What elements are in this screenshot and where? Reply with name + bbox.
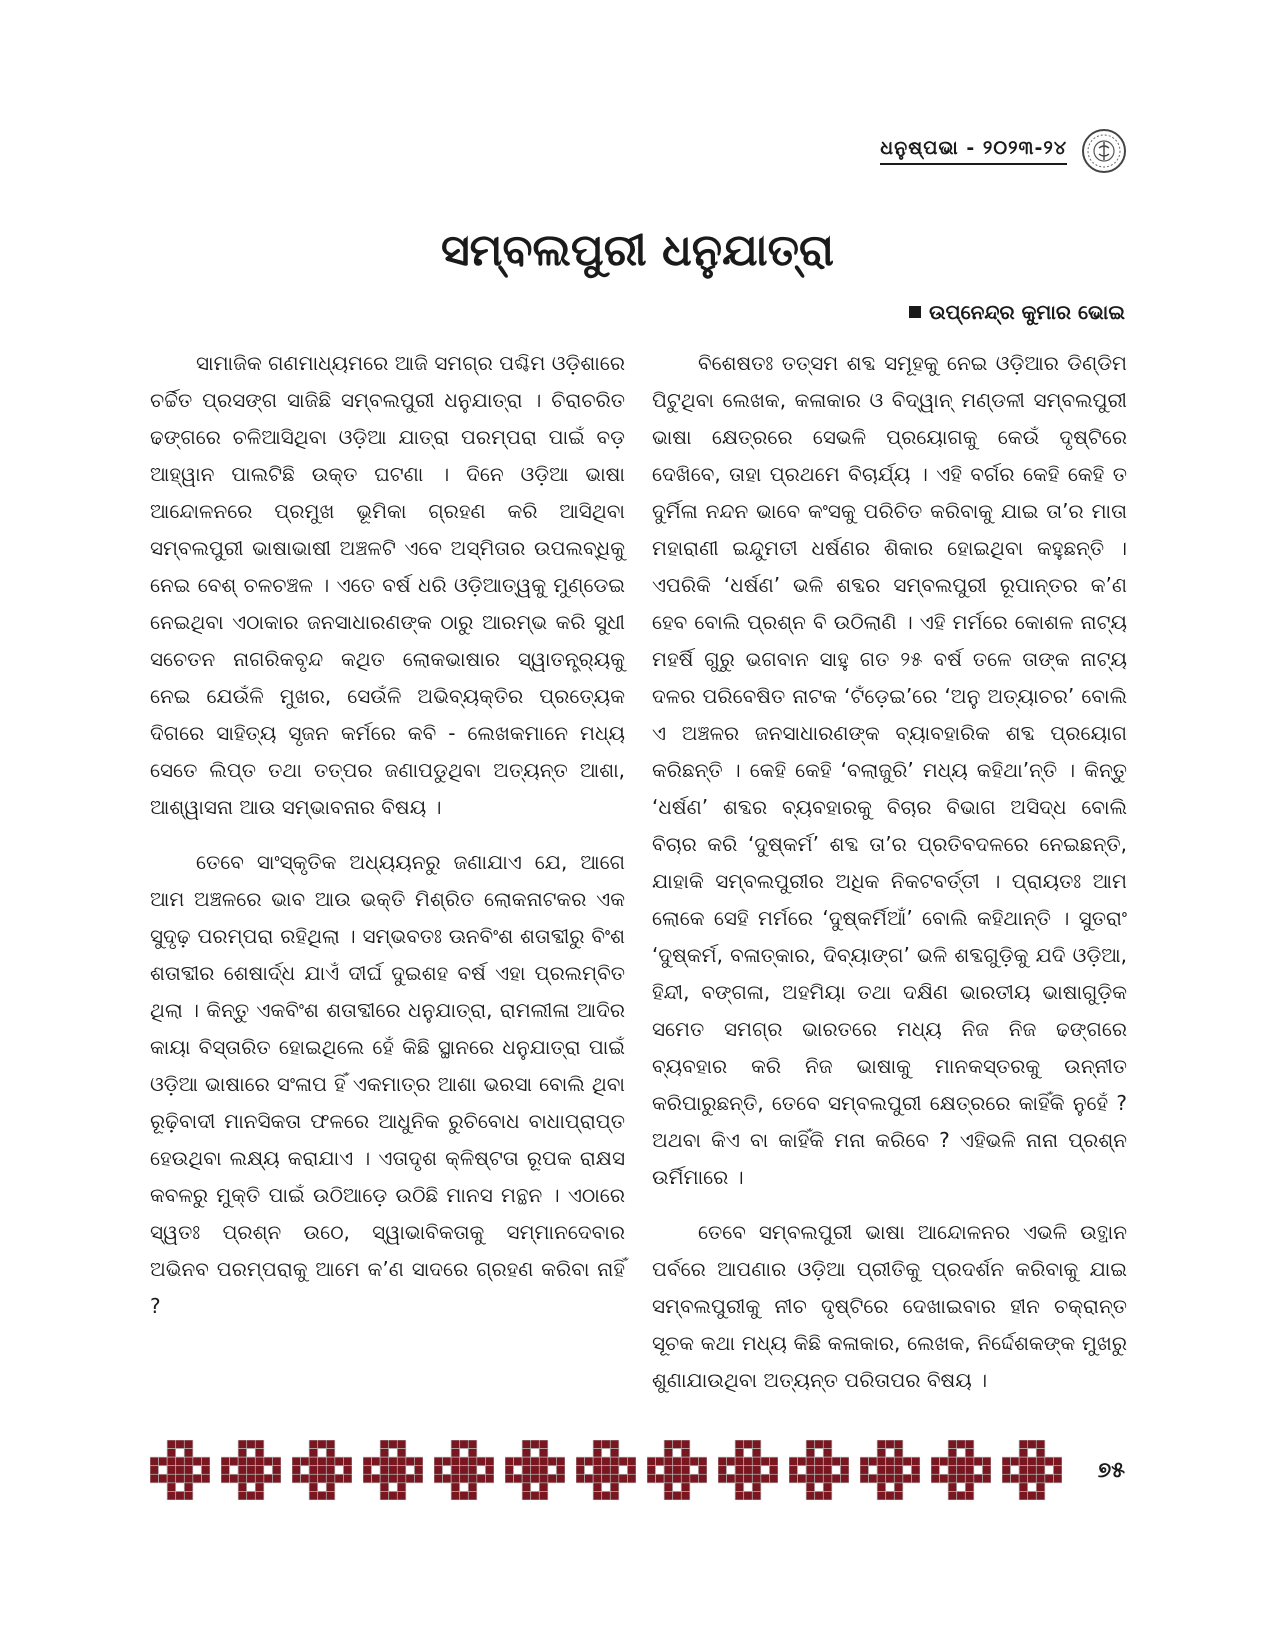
paragraph: ତେବେ ସାଂସ୍କୃତିକ ଅଧ୍ୟୟନରୁ ଜଣାଯାଏ ଯେ, ଆଗେ ଆମ ଅଞ୍ଚଳରେ ଭାବ ଆଉ ଭକ୍ତି ମିଶ୍ରିତ ଲୋକନାଟକର ଏକ ସୁଦୃଢ଼ ପରମ୍ପରା ରହିଥିଲା । ସମ୍ଭବତଃ ଊନବିଂଶ ଶତାବ୍ଦୀରୁ ବିଂଶ ଶତାବ୍ଦୀର ଶେଷାର୍ଦ୍ଧ ଯାଏଁ ଦୀର୍ଘ ଦୁଇଶହ ବର୍ଷ ଏହା ପ୍ରଲମ୍ବିତ ଥିଲା । କିନ୍ତୁ ଏକବିଂଶ ଶତାବ୍ଦୀରେ ଧନୁଯାତ୍ରା, ରାମଲୀଳା ଆଦିର କାୟା ବିସ୍ତାରିତ ହୋଇଥିଲେ ହେଁ କିଛି ସ୍ଥାନରେ ଧନୁଯାତ୍ରା ପାଇଁ ଓଡ଼ିଆ ଭାଷାରେ ସଂଳାପ ହିଁ ଏକମାତ୍ର ଆଶା ଭରସା ବୋଲି ଥିବା ରୂଢ଼ିବାଦୀ ମାନସିକତା ଫଳରେ ଆଧୁନିକ ରୁଚିବୋଧ ବାଧାପ୍ରାପ୍ତ ହେଉଥିବା ଲକ୍ଷ୍ୟ କରାଯାଏ । ଏତାଦୃଶ କ୍ଳିଷ୍ଟତା ରୂପକ ରାକ୍ଷସ କବଳରୁ ମୁକ୍ତି ପାଇଁ ଉଠିଆଡ଼େ ଉଠିଛି ମାନସ ମନ୍ଥନ । ଏଠାରେ ସ୍ୱତଃ ପ୍ରଶ୍ନ ଉଠେ, ସ୍ୱାଭାବିକତାକୁ ସମ୍ମାନଦେବାର ଅଭିନବ ପରମ୍ପରାକୁ ଆମେ କ’ଣ ସାଦରେ ଗ୍ରହଣ କରିବା ନାହିଁ ? <box>150 850 625 1318</box>
right-column <box>652 345 1127 1417</box>
paragraph: ବିଶେଷତଃ ତତ୍ସମ ଶବ୍ଦ ସମୂହକୁ ନେଇ ଓଡ଼ିଆର ଡିଣ୍ଡିମ ପିଟୁଥିବା ଲେଖକ, କଳାକାର ଓ ବିଦ୍ୱାନ୍ ମଣ୍ଡଳୀ ସମ୍ବଲପୁରୀ ଭାଷା କ୍ଷେତ୍ରରେ ସେଭଳି ପ୍ରୟୋଗକୁ କେଉଁ ଦୃଷ୍ଟିରେ ଦେଖିବେ, ତାହା ପ୍ରଥମେ ବିଚାର୍ଯ୍ୟ । ଏହି ବର୍ଗର କେହି କେହି ତ ଦୁର୍ମିଳା ନନ୍ଦନ ଭାବେ କଂସକୁ ପରିଚିତ କରିବାକୁ ଯାଇ ତା’ର ମାତା ମହାରାଣୀ ଇନ୍ଦୁମତୀ ଧର୍ଷଣର ଶିକାର ହୋଇଥିବା କହୁଛନ୍ତି । ଏପରିକି ‘ଧର୍ଷଣ’ ଭଳି ଶବ୍ଦର ସମ୍ବଲପୁରୀ ରୂପାନ୍ତର କ’ଣ ହେବ ବୋଲି ପ୍ରଶ୍ନ ବି ଉଠିଲାଣି । ଏହି ମର୍ମରେ କୋଶଳ ନାଟ୍ୟ ମହର୍ଷି ଗୁରୁ ଭଗବାନ ସାହୁ ଗତ ୨୫ ବର୍ଷ ତଳେ ତାଙ୍କ ନାଟ୍ୟ ଦଳର ପରିବେଷିତ ନାଟକ ‘ଟଁଡ଼େଇ’ରେ ‘ଅନୁ ଅତ୍ୟାଚର’ ବୋଲି ଏ ଅଞ୍ଚଳର ଜନସାଧାରଣଙ୍କ ବ୍ୟାବହାରିକ ଶବ୍ଦ ପ୍ରୟୋଗ କରିଛନ୍ତି । କେହି କେହି ‘ବଲାଜୁରି’ ମଧ୍ୟ କହିଥା’ନ୍ତି । କିନ୍ତୁ ‘ଧର୍ଷଣ’ ଶବ୍ଦର ବ୍ୟବହାରକୁ ବିଚାର ବିଭାଗ ଅସିଦ୍ଧ ବୋଲି ବିଚାର କରି ‘ଦୁଷ୍କର୍ମ’ ଶବ୍ଦ ତା’ର ପ୍ରତିବଦଳରେ ନେଇଛନ୍ତି, ଯାହାକି ସମ୍ବଲପୁରୀର ଅଧିକ ନିକଟବର୍ତ୍ତୀ । ପ୍ରାୟତଃ ଆମ ଲୋକେ ସେହି ମର୍ମରେ ‘ଦୁଷ୍କର୍ମିଆଁ’ ବୋଲି କହିଥାନ୍ତି । ସୁତରାଂ ‘ଦୁଷ୍କର୍ମ, ବଳାତ୍କାର, ଦିବ୍ୟାଙ୍ଗ’ ଭଳି ଶବ୍ଦଗୁଡ଼ିକୁ ଯଦି ଓଡ଼ିଆ, ହିନ୍ଦୀ, ବଙ୍ଗଳା, ଅହମିୟା ତଥା ଦକ୍ଷିଣ ଭାରତୀୟ ଭାଷାଗୁଡ଼ିକ ସମେତ ସମଗ୍ର ଭାରତରେ ମଧ୍ୟ ନିଜ ନିଜ ଢଙ୍ଗରେ ବ୍ୟବହାର କରି ନିଜ ଭାଷାକୁ ମାନକସ୍ତରକୁ ଉନ୍ନୀତ କରିପାରୁଛନ୍ତି, ତେବେ ସମ୍ବଲପୁରୀ କ୍ଷେତ୍ରରେ କାହିଁକି ନୁହେଁ ? ଅଥବା କିଏ ବା କାହିଁକି ମନା କରିବେ ? ଏହିଭଳି ନାନା ପ୍ରଶ୍ନ ଉର୍ମିମାରେ । <box>652 351 1127 1189</box>
paragraph: ତେବେ ସମ୍ବଲପୁରୀ ଭାଷା ଆନ୍ଦୋଳନର ଏଭଳି ଉତ୍ଥାନ ପର୍ବରେ ଆପଣାର ଓଡ଼ିଆ ପ୍ରୀତିକୁ ପ୍ରଦର୍ଶନ କରିବାକୁ ଯାଇ ସମ୍ବଲପୁରୀକୁ ନୀଚ ଦୃଷ୍ଟିରେ ଦେଖାଇବାର ହୀନ ଚକ୍ରାନ୍ତ ସୂଚକ କଥା ମଧ୍ୟ କିଛି କଳାକାର, ଲେଖକ, ନିର୍ଦ୍ଦେଶକଙ୍କ ମୁଖରୁ ଶୁଣାଯାଉଥିବା ଅତ୍ୟନ୍ତ ପରିତାପର ବିଷୟ । <box>652 1220 1127 1392</box>
running-title: ଧନୁଷ୍ପଭା - ୨୦୨୩-୨୪ <box>880 137 1067 165</box>
cross-stitch-motif-icon <box>363 1440 423 1500</box>
cross-stitch-motif-icon <box>576 1440 636 1500</box>
cross-stitch-motif-icon <box>150 1440 210 1500</box>
cross-stitch-motif-icon <box>789 1440 849 1500</box>
paragraph: ସାମାଜିକ ଗଣମାଧ୍ୟମରେ ଆଜି ସମଗ୍ର ପଶ୍ଚିମ ଓଡ଼ିଶାରେ ଚର୍ଚ୍ଚିତ ପ୍ରସଙ୍ଗ ସାଜିଛି ସମ୍ବଲପୁରୀ ଧନୁଯାତ୍ରା । ଚିରାଚରିତ ଢଙ୍ଗରେ ଚଳିଆସିଥିବା ଓଡ଼ିଆ ଯାତ୍ରା ପରମ୍ପରା ପାଇଁ ବଡ଼ ଆହ୍ୱାନ ପାଲଟିଛି ଉକ୍ତ ଘଟଣା । ଦିନେ ଓଡ଼ିଆ ଭାଷା ଆନ୍ଦୋଳନରେ ପ୍ରମୁଖ ଭୂମିକା ଗ୍ରହଣ କରି ଆସିଥିବା ସମ୍ବଲପୁରୀ ଭାଷାଭାଷୀ ଅଞ୍ଚଳଟି ଏବେ ଅସ୍ମିତାର ଉପଲବ୍ଧିକୁ ନେଇ ବେଶ୍ ଚଳଚଞ୍ଚଳ । ଏତେ ବର୍ଷ ଧରି ଓଡ଼ିଆତ୍ୱକୁ ମୁଣ୍ଡେଇ ନେଇଥିବା ଏଠାକାର ଜନସାଧାରଣଙ୍କ ଠାରୁ ଆରମ୍ଭ କରି ସୁଧୀ ସଚେତନ ନାଗରିକବୃନ୍ଦ କଥିତ ଲୋକଭାଷାର ସ୍ୱାତନ୍ତ୍ର୍ୟକୁ ନେଇ ଯେଉଁଳି ମୁଖର, ସେଉଁଳି ଅଭିବ୍ୟକ୍ତିର ପ୍ରତ୍ୟେକ ଦିଗରେ ସାହିତ୍ୟ ସୃଜନ କର୍ମରେ କବି - ଲେଖକମାନେ ମଧ୍ୟ ସେତେ ଲିପ୍ତ ତଥା ତତ୍ପର ଜଣାପଡୁଥିବା ଅତ୍ୟନ୍ତ ଆଶା, ଆଶ୍ୱାସନା ଆଉ ସମ୍ଭାବନାର ବିଷୟ । <box>150 351 625 819</box>
cross-stitch-motif-icon <box>647 1440 707 1500</box>
cross-stitch-motif-icon <box>860 1440 920 1500</box>
cross-stitch-motif-icon <box>505 1440 565 1500</box>
running-header <box>880 128 1127 174</box>
square-bullet-icon <box>909 306 921 318</box>
decorative-footer-band <box>150 1440 1062 1500</box>
cross-stitch-motif-icon <box>221 1440 281 1500</box>
article-title: ସମ୍ବଲପୁରୀ ଧନୁଯାତ୍ରା <box>440 225 835 276</box>
cross-stitch-motif-icon <box>931 1440 991 1500</box>
left-column <box>150 345 625 1343</box>
cross-stitch-motif-icon <box>434 1440 494 1500</box>
author-line <box>909 300 1125 324</box>
cross-stitch-motif-icon <box>292 1440 352 1500</box>
cross-stitch-motif-icon <box>1002 1440 1062 1500</box>
emblem-seal-icon <box>1081 128 1127 174</box>
author-name: ଉପ୍ନେନ୍ଦ୍ର କୁମାର ଭୋଇ <box>928 300 1125 324</box>
cross-stitch-motif-icon <box>718 1440 778 1500</box>
page-number: ୭୫ <box>1097 1458 1125 1483</box>
